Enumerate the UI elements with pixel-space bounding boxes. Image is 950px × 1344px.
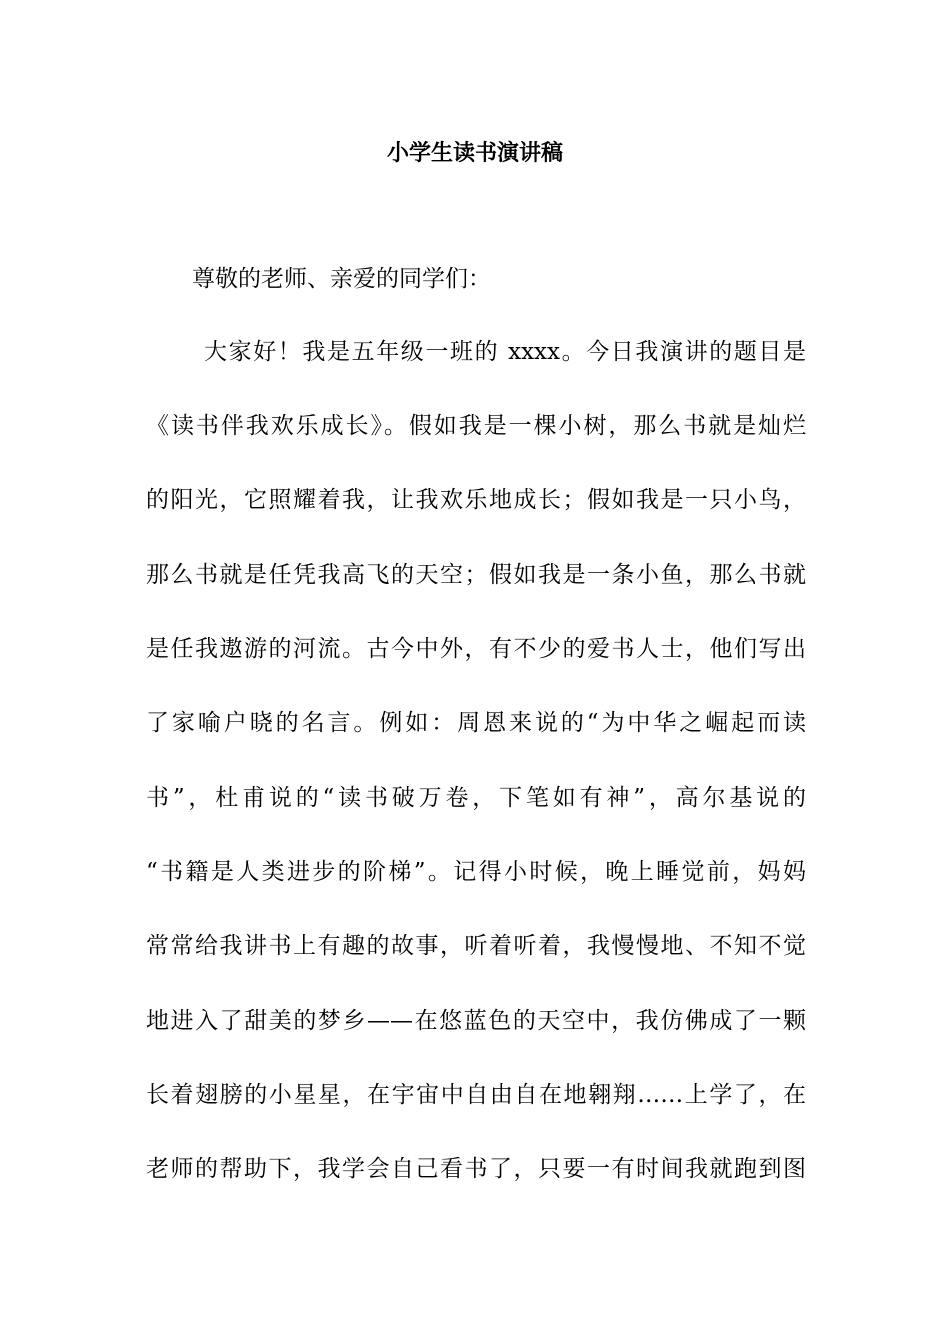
paragraph-line-12: 老师的帮助下，我学会自己看书了，只要一有时间我就跑到图 — [146, 1156, 806, 1182]
paragraph-line-6: 了家喻户晓的名言。例如：周恩来说的“为中华之崛起而读 — [146, 710, 806, 736]
paragraph-line-8: “书籍是人类进步的阶梯”。记得小时候，晚上睡觉前，妈妈 — [146, 859, 806, 885]
paragraph-line-9: 常常给我讲书上有趣的故事，听着听着，我慢慢地、不知不觉 — [146, 933, 806, 959]
document-title: 小学生读书演讲稿 — [386, 140, 563, 166]
paragraph-line-10: 地进入了甜美的梦乡——在悠蓝色的天空中，我仿佛成了一颗 — [146, 1008, 806, 1034]
paragraph-line-1: 大家好！我是五年级一班的 xxxx。今日我演讲的题目是 — [204, 339, 806, 365]
paragraph-line-11: 长着翅膀的小星星，在宇宙中自由自在地翱翔……上学了，在 — [146, 1082, 806, 1108]
paragraph-line-7: 书”，杜甫说的“读书破万卷，下笔如有神”，高尔基说的 — [146, 785, 806, 811]
paragraph-line-3: 的阳光，它照耀着我，让我欢乐地成长；假如我是一只小鸟， — [146, 487, 806, 513]
paragraph-line-2: 《读书伴我欢乐成长》。假如我是一棵小树，那么书就是灿烂 — [146, 413, 806, 439]
paragraph-line-4: 那么书就是任凭我高飞的天空；假如我是一条小鱼，那么书就 — [146, 562, 806, 588]
greeting-line: 尊敬的老师、亲爱的同学们： — [192, 266, 491, 292]
paragraph-line-5: 是任我遨游的河流。古今中外，有不少的爱书人士，他们写出 — [146, 636, 806, 662]
